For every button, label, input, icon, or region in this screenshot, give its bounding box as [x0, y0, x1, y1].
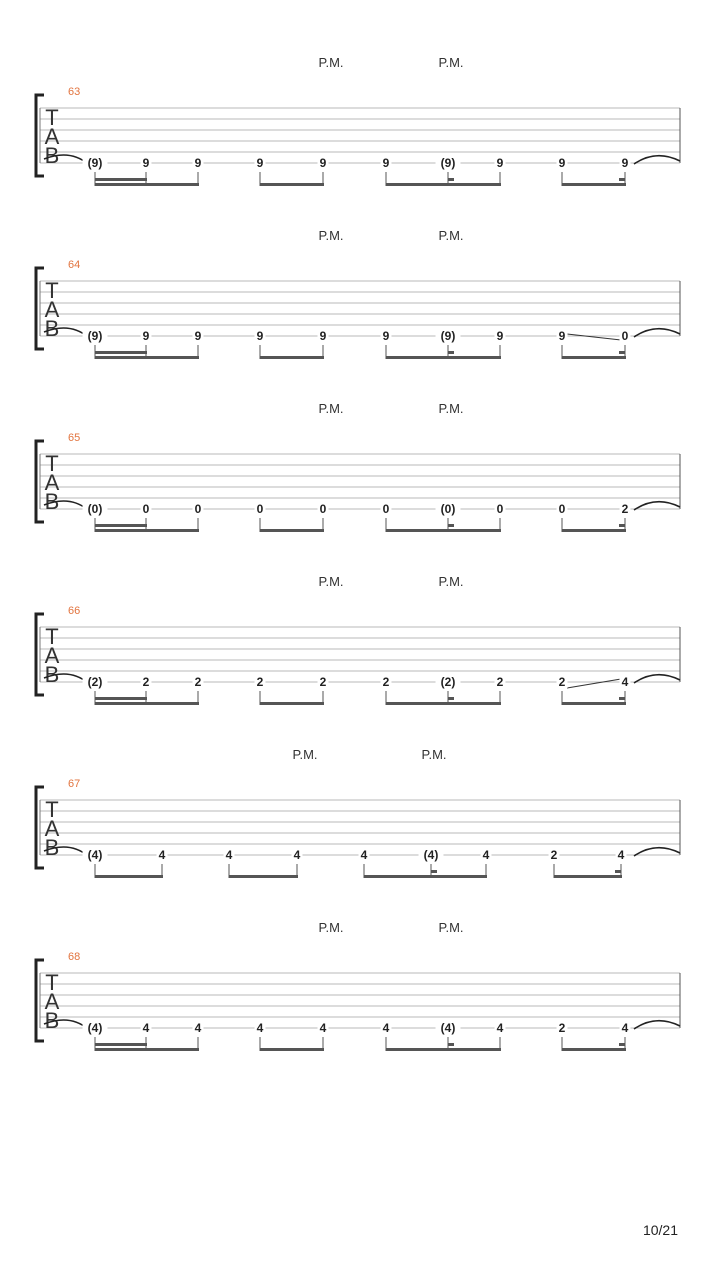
fret-number: 4 — [194, 1021, 202, 1035]
tab-clef-letter: B — [44, 489, 60, 514]
fret-number: 4 — [496, 1021, 504, 1035]
tab-clef-letter: T — [45, 105, 59, 130]
fret-number: (4) — [423, 848, 439, 862]
fret-number: 2 — [558, 1021, 566, 1035]
fret-number: 2 — [558, 675, 566, 689]
measure-number: 64 — [68, 259, 81, 271]
partial-beam — [448, 351, 454, 354]
fret-number: 2 — [496, 675, 504, 689]
measure-number: 67 — [68, 778, 81, 790]
palm-mute-mark: P.M. — [318, 55, 344, 70]
palm-mute-mark: P.M. — [421, 747, 447, 762]
palm-mute-mark: P.M. — [438, 55, 464, 70]
tab-clef-letter: A — [44, 643, 60, 668]
measure-number: 66 — [68, 605, 81, 617]
fret-number: 9 — [382, 156, 390, 170]
fret-number: 2 — [550, 848, 558, 862]
beam — [95, 529, 199, 532]
fret-number: 9 — [496, 156, 504, 170]
fret-number: (9) — [440, 156, 456, 170]
fret-number: 0 — [256, 502, 264, 516]
tab-clef-letter: T — [45, 970, 59, 995]
beam — [386, 529, 501, 532]
partial-beam — [431, 870, 437, 873]
palm-mute-mark: P.M. — [318, 574, 344, 589]
secondary-beam — [95, 524, 147, 527]
tab-clef-letter: A — [44, 816, 60, 841]
palm-mute-mark: P.M. — [438, 574, 464, 589]
beam — [562, 529, 626, 532]
fret-number: 4 — [158, 848, 166, 862]
tab-system — [36, 401, 680, 532]
tab-clef-letter: A — [44, 124, 60, 149]
beam — [95, 1048, 199, 1051]
fret-number: 4 — [360, 848, 368, 862]
fret-number: 9 — [142, 156, 150, 170]
measure-number: 63 — [68, 86, 81, 98]
fret-number: 0 — [382, 502, 390, 516]
fret-number: (4) — [87, 1021, 103, 1035]
fret-number: (0) — [440, 502, 456, 516]
secondary-beam — [95, 697, 147, 700]
beam — [386, 183, 501, 186]
fret-number: 9 — [256, 329, 264, 343]
beam — [95, 356, 199, 359]
beam — [386, 702, 501, 705]
tab-clef-letter: A — [44, 989, 60, 1014]
beam — [554, 875, 622, 878]
fret-number: (0) — [87, 502, 103, 516]
fret-number: 9 — [558, 156, 566, 170]
fret-number: 9 — [194, 329, 202, 343]
fret-number: 4 — [617, 848, 625, 862]
partial-beam — [448, 524, 454, 527]
fret-number: 4 — [256, 1021, 264, 1035]
fret-number: 4 — [293, 848, 301, 862]
beam — [95, 702, 199, 705]
beam — [229, 875, 298, 878]
page-number: 10/21 — [642, 1222, 678, 1238]
beam — [95, 183, 199, 186]
fret-number: 9 — [142, 329, 150, 343]
fret-number: 4 — [621, 1021, 629, 1035]
partial-beam — [619, 1043, 625, 1046]
tab-clef-letter: A — [44, 297, 60, 322]
partial-beam — [619, 178, 625, 181]
tab-clef-letter: T — [45, 451, 59, 476]
fret-number: 0 — [142, 502, 150, 516]
partial-beam — [448, 697, 454, 700]
partial-beam — [619, 524, 625, 527]
fret-number: (2) — [87, 675, 103, 689]
tab-clef-letter: B — [44, 143, 60, 168]
beam — [260, 1048, 324, 1051]
palm-mute-mark: P.M. — [318, 401, 344, 416]
fret-number: 9 — [621, 156, 629, 170]
fret-number: 9 — [558, 329, 566, 343]
partial-beam — [619, 697, 625, 700]
partial-beam — [615, 870, 621, 873]
fret-number: 2 — [194, 675, 202, 689]
fret-number: 9 — [194, 156, 202, 170]
fret-number: 0 — [621, 329, 629, 343]
partial-beam — [619, 351, 625, 354]
beam — [364, 875, 487, 878]
fret-number: 2 — [382, 675, 390, 689]
palm-mute-mark: P.M. — [438, 401, 464, 416]
tab-clef-letter: B — [44, 662, 60, 687]
fret-number: (4) — [87, 848, 103, 862]
fret-number: 9 — [319, 156, 327, 170]
secondary-beam — [95, 1043, 147, 1046]
tab-clef-letter: T — [45, 624, 59, 649]
beam — [562, 183, 626, 186]
fret-number: 4 — [225, 848, 233, 862]
fret-number: 0 — [319, 502, 327, 516]
beam — [260, 356, 324, 359]
slide-line — [567, 679, 621, 688]
tab-system — [36, 55, 680, 186]
partial-beam — [448, 178, 454, 181]
fret-number: 2 — [256, 675, 264, 689]
fret-number: (9) — [440, 329, 456, 343]
palm-mute-mark: P.M. — [292, 747, 318, 762]
fret-number: (9) — [87, 156, 103, 170]
palm-mute-mark: P.M. — [318, 920, 344, 935]
tab-system — [36, 228, 680, 359]
palm-mute-mark: P.M. — [438, 920, 464, 935]
palm-mute-mark: P.M. — [318, 228, 344, 243]
tab-clef-letter: B — [44, 835, 60, 860]
tab-system — [36, 574, 680, 705]
fret-number: 9 — [256, 156, 264, 170]
beam — [260, 529, 324, 532]
fret-number: 0 — [496, 502, 504, 516]
fret-number: 9 — [496, 329, 504, 343]
slide-line — [567, 334, 621, 340]
fret-number: 0 — [558, 502, 566, 516]
fret-number: 4 — [482, 848, 490, 862]
tab-system — [36, 920, 680, 1051]
fret-number: 2 — [142, 675, 150, 689]
fret-number: 2 — [319, 675, 327, 689]
tab-system — [36, 747, 680, 878]
tab-clef-letter: A — [44, 470, 60, 495]
fret-number: (2) — [440, 675, 456, 689]
fret-number: 0 — [194, 502, 202, 516]
beam — [562, 702, 626, 705]
beam — [562, 356, 626, 359]
secondary-beam — [95, 351, 147, 354]
beam — [386, 1048, 501, 1051]
beam — [562, 1048, 626, 1051]
tab-clef-letter: B — [44, 1008, 60, 1033]
fret-number: 4 — [621, 675, 629, 689]
palm-mute-mark: P.M. — [438, 228, 464, 243]
fret-number: (9) — [87, 329, 103, 343]
tab-clef-letter: T — [45, 278, 59, 303]
fret-number: 9 — [319, 329, 327, 343]
partial-beam — [448, 1043, 454, 1046]
fret-number: 4 — [319, 1021, 327, 1035]
fret-number: 9 — [382, 329, 390, 343]
tab-clef-letter: T — [45, 797, 59, 822]
tab-clef-letter: B — [44, 316, 60, 341]
measure-number: 65 — [68, 432, 81, 444]
fret-number: 4 — [142, 1021, 150, 1035]
measure-number: 68 — [68, 951, 81, 963]
fret-number: 2 — [621, 502, 629, 516]
beam — [95, 875, 163, 878]
beam — [260, 183, 324, 186]
secondary-beam — [95, 178, 147, 181]
fret-number: 4 — [382, 1021, 390, 1035]
beam — [386, 356, 501, 359]
beam — [260, 702, 324, 705]
fret-number: (4) — [440, 1021, 456, 1035]
